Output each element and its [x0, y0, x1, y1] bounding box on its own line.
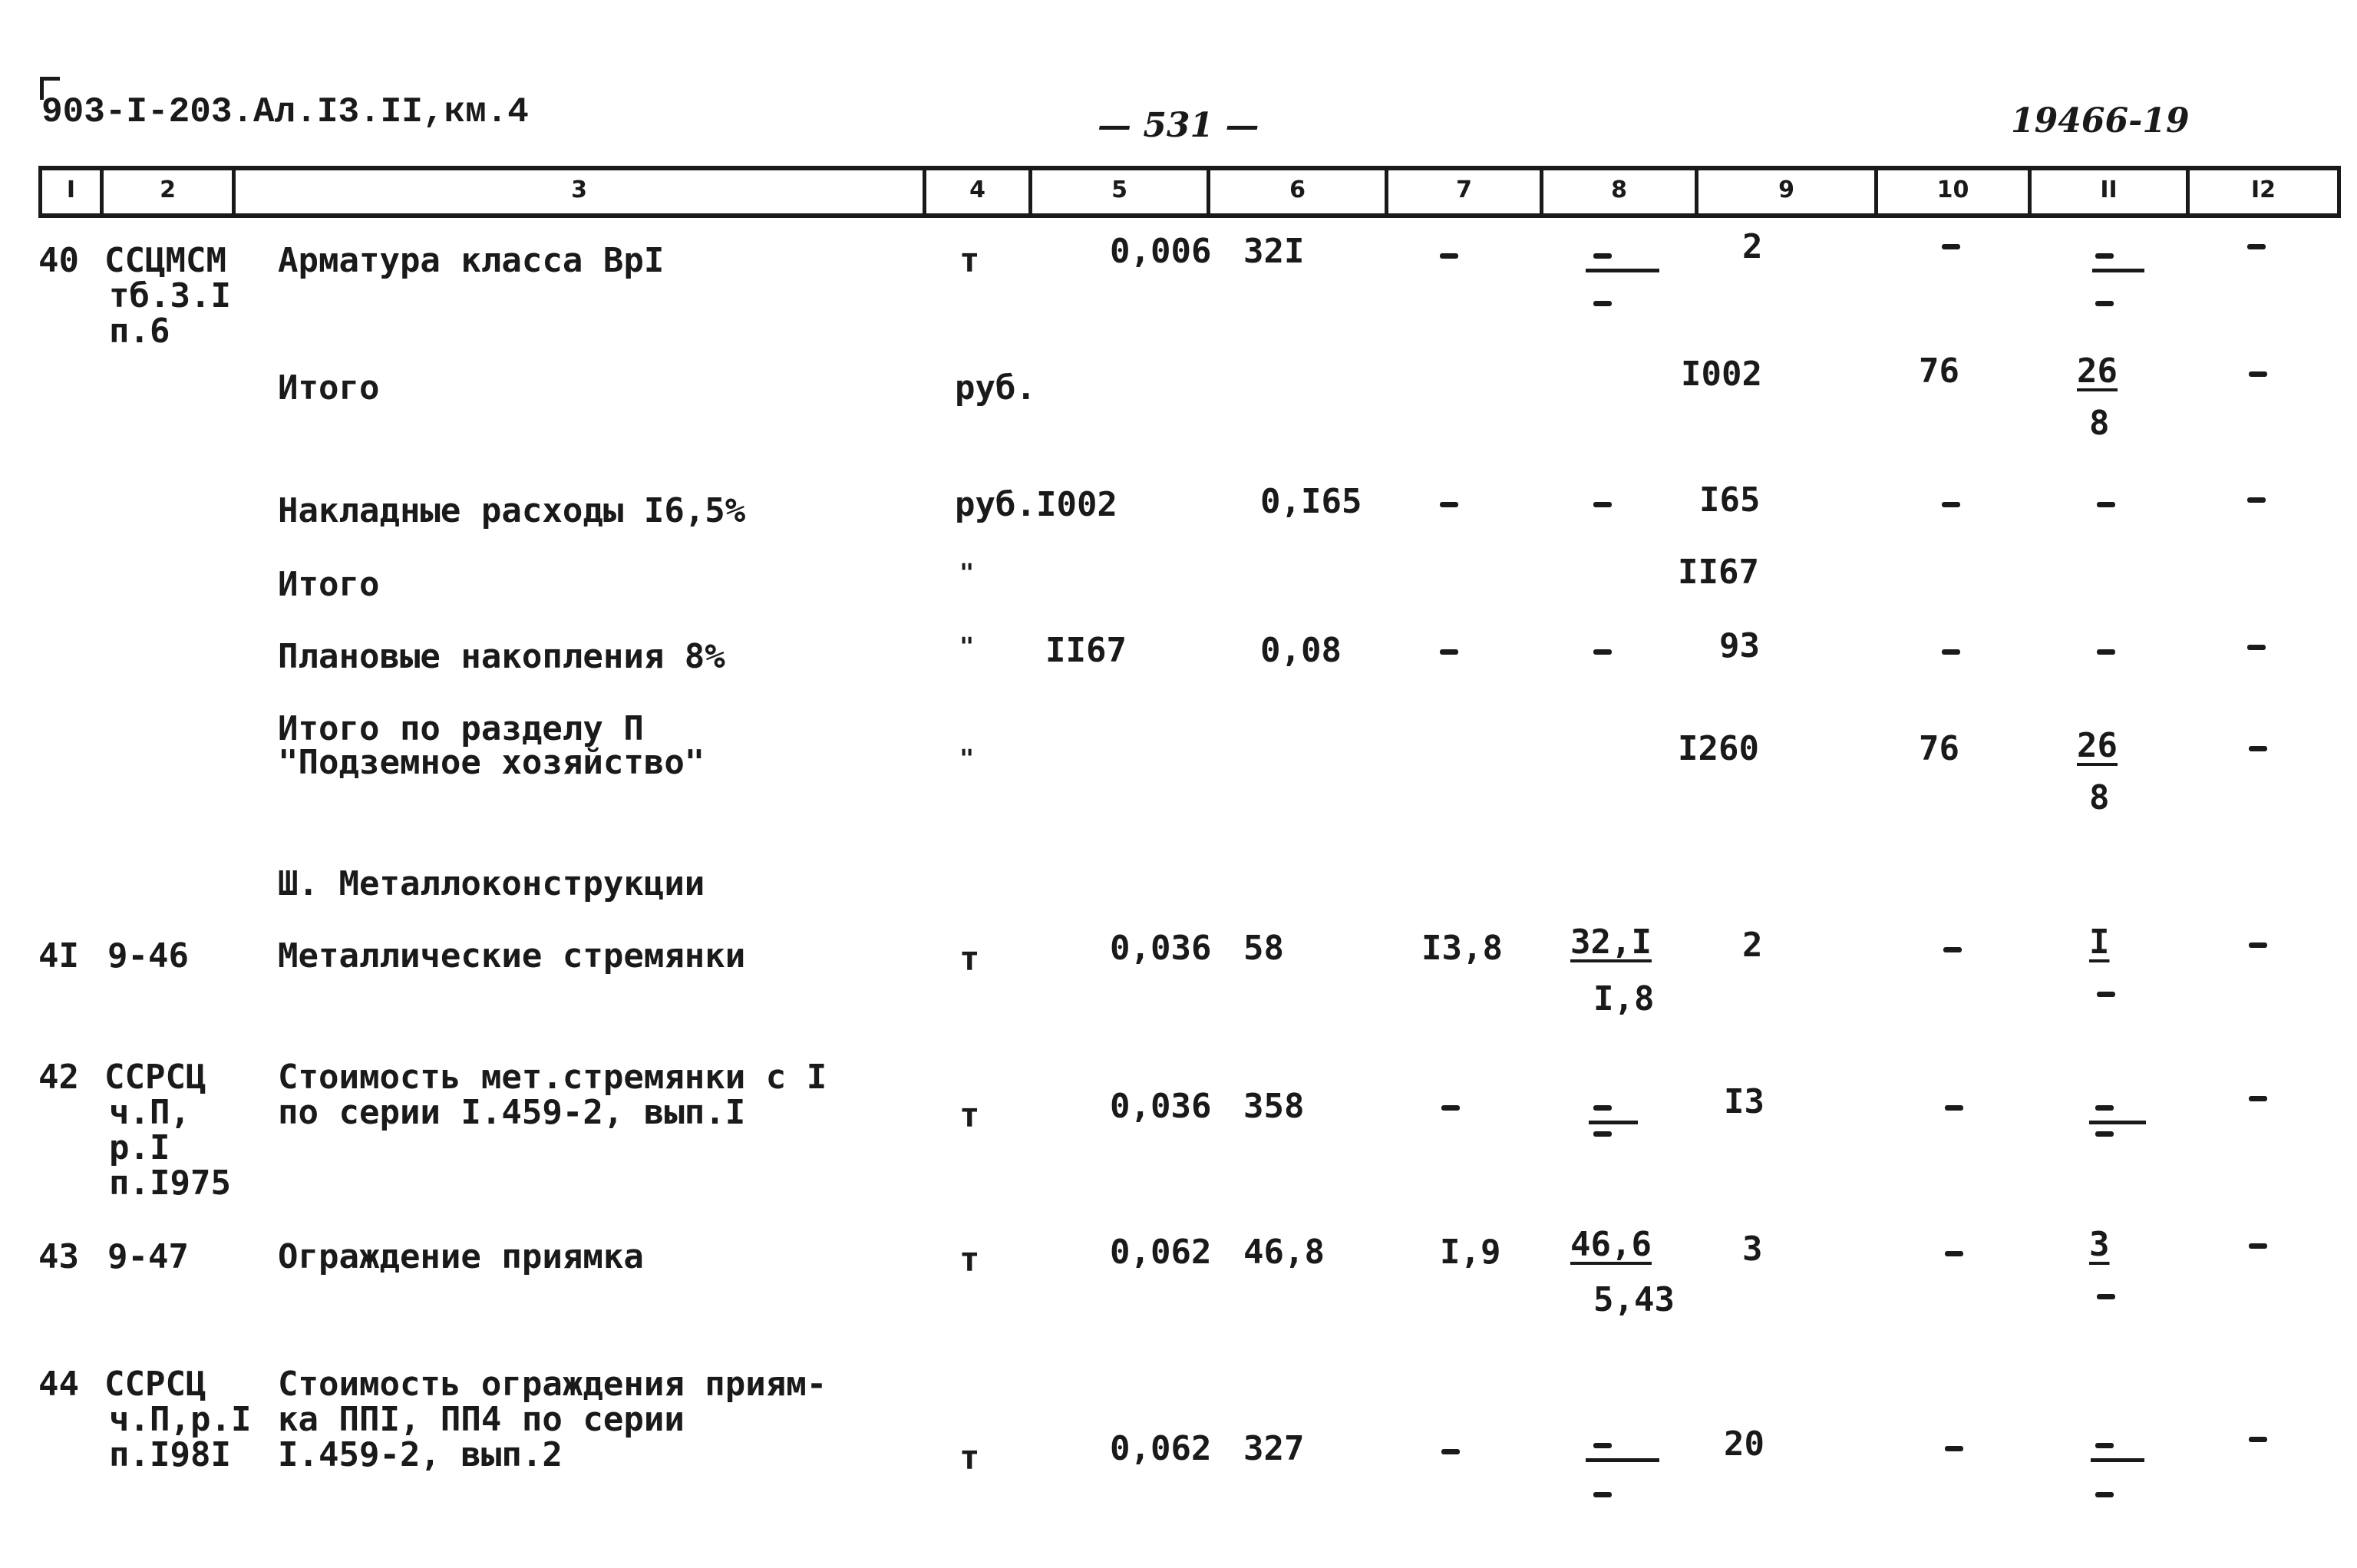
profit-col5: II67 [1045, 631, 1127, 670]
column-header-6: 6 [1207, 170, 1385, 215]
row-42-ref-line1: ССРСЦ [104, 1058, 206, 1097]
column-header-12: I2 [2186, 170, 2341, 215]
row-40-number: 40 [38, 241, 79, 280]
row-42-col11-dash-bot [2095, 1131, 2114, 1137]
row-40-ref-line2: тб.3.I [109, 276, 231, 315]
row-40-col10-dash [1942, 244, 1960, 249]
row-42-ref-line2: ч.П, [109, 1093, 190, 1132]
row-44-col7-dash [1441, 1449, 1460, 1454]
row-42-col6: 358 [1243, 1087, 1305, 1126]
subtotal-1-col9: I002 [1681, 355, 1762, 394]
column-header-10: 10 [1874, 170, 2028, 215]
overhead-unit: руб.I002 [955, 485, 1117, 524]
row-42-col12-dash [2249, 1096, 2267, 1101]
row-42-unit: т [959, 1096, 980, 1135]
row-41-col12-dash [2249, 942, 2267, 948]
row-43-col10-dash [1945, 1251, 1963, 1256]
subtotal-2-name: Итого [278, 565, 380, 604]
row-44-col8-rule [1586, 1458, 1659, 1462]
subtotal-1-col11-top: 26 [2077, 352, 2118, 391]
row-44-unit: т [959, 1438, 980, 1477]
column-header-9: 9 [1695, 170, 1874, 215]
row-40-col8-dash-bot [1593, 301, 1612, 306]
row-44-col8-dash-top [1593, 1443, 1612, 1448]
row-43-col12-dash [2249, 1243, 2267, 1249]
row-40-ref-line3: п.6 [109, 312, 170, 351]
row-41-name: Металлические стремянки [278, 936, 746, 975]
row-40-unit: т [959, 241, 980, 280]
section-total-col9: I260 [1678, 729, 1759, 768]
row-41-col6: 58 [1243, 929, 1284, 968]
section-total-unit: " [959, 744, 975, 773]
row-41-ref: 9-46 [107, 936, 189, 975]
row-41-col7: I3,8 [1421, 929, 1503, 968]
overhead-col10-dash [1942, 502, 1960, 507]
overhead-col8-dash [1593, 502, 1612, 507]
row-40-col11-rule [2092, 269, 2144, 272]
section-total-col11-top: 26 [2077, 726, 2118, 765]
row-43-col8-bottom: 5,43 [1593, 1280, 1675, 1319]
profit-col10-dash [1942, 649, 1960, 655]
row-42-col8-dash-top [1593, 1105, 1612, 1111]
section-3-title: Ш. Металлоконструкции [278, 864, 705, 903]
row-41-col8-top: 32,I [1570, 923, 1652, 962]
section-total-col10: 76 [1919, 729, 1959, 768]
column-header-7: 7 [1385, 170, 1540, 215]
row-44-number: 44 [38, 1365, 79, 1404]
profit-col8-dash [1593, 649, 1612, 655]
row-41-unit: т [959, 939, 980, 979]
section-total-name-line1: Итого по разделу П [278, 709, 644, 748]
section-total-col12-dash [2249, 746, 2267, 751]
row-44-col5: 0,062 [1110, 1429, 1212, 1468]
row-44-ref-line2: ч.П,р.I [109, 1400, 252, 1439]
column-header-5: 5 [1028, 170, 1207, 215]
row-43-col5: 0,062 [1110, 1233, 1212, 1272]
row-44-name-line3: I.459-2, вып.2 [278, 1435, 563, 1474]
section-total-col11-bottom: 8 [2089, 778, 2110, 817]
row-44-col9: 20 [1724, 1424, 1764, 1464]
subtotal-2-col9: II67 [1678, 553, 1759, 592]
row-42-ref-line4: п.I975 [109, 1164, 231, 1203]
row-43-number: 43 [38, 1237, 79, 1276]
row-40-col7-dash [1440, 253, 1458, 259]
subtotal-2-unit: " [959, 558, 975, 587]
row-43-ref: 9-47 [107, 1237, 189, 1276]
column-header-4: 4 [923, 170, 1028, 215]
subtotal-1-col11-bottom: 8 [2089, 404, 2110, 443]
row-41-col8-bottom: I,8 [1593, 979, 1655, 1018]
row-40-col12-dash [2247, 244, 2266, 249]
row-44-ref-line1: ССРСЦ [104, 1365, 206, 1404]
row-42-name-line2: по серии I.459-2, вып.I [278, 1093, 746, 1132]
column-header-8: 8 [1540, 170, 1695, 215]
overhead-col11-dash [2097, 502, 2115, 507]
row-42-col8-rule [1589, 1121, 1638, 1124]
overhead-col12-dash [2247, 497, 2266, 503]
row-44-col8-dash-bot [1593, 1492, 1612, 1497]
overhead-col9: I65 [1699, 480, 1761, 520]
document-code: 903-I-203.Ал.I3.II,км.4 [41, 92, 529, 132]
row-44-col11-dash-top [2095, 1443, 2114, 1448]
profit-col7-dash [1440, 649, 1458, 655]
profit-col6: 0,08 [1260, 631, 1342, 670]
row-40-col5: 0,006 [1110, 232, 1212, 271]
row-40-col11-dash-bot [2095, 301, 2114, 306]
column-header-1: I [38, 170, 100, 215]
row-40-name: Арматура класса ВрI [278, 241, 665, 280]
row-44-name-line1: Стоимость ограждения приям- [278, 1365, 827, 1404]
row-42-col7-dash [1441, 1105, 1460, 1111]
row-43-col11-top: 3 [2089, 1225, 2110, 1264]
row-44-col11-rule [2091, 1458, 2144, 1462]
profit-col9: 93 [1719, 626, 1760, 665]
row-44-col11-dash-bot [2095, 1492, 2114, 1497]
row-41-col10-dash [1943, 947, 1962, 952]
row-40-col11-dash-top [2095, 253, 2114, 259]
row-40-col6: 32I [1243, 232, 1305, 271]
column-header-2: 2 [100, 170, 232, 215]
row-41-col5: 0,036 [1110, 929, 1212, 968]
row-44-col12-dash [2249, 1437, 2267, 1442]
row-43-col8-top: 46,6 [1570, 1225, 1652, 1264]
row-43-col11-dash-bot [2097, 1294, 2115, 1299]
row-42-ref-line3: р.I [109, 1128, 170, 1167]
row-40-col9: 2 [1742, 227, 1763, 266]
row-42-col5: 0,036 [1110, 1087, 1212, 1126]
row-41-number: 4I [38, 936, 79, 975]
row-41-col11-top: I [2089, 923, 2110, 962]
profit-unit: " [959, 632, 975, 661]
page-number: — 531 — [1098, 106, 1259, 145]
row-44-col6: 327 [1243, 1429, 1305, 1468]
row-42-number: 42 [38, 1058, 79, 1097]
row-42-col11-rule [2089, 1121, 2146, 1124]
section-total-name-line2: "Подземное хозяйство" [278, 743, 705, 782]
subtotal-1-unit: руб. [955, 368, 1036, 408]
row-42-col11-dash-top [2095, 1105, 2114, 1111]
overhead-col6: 0,I65 [1260, 482, 1362, 521]
profit-name: Плановые накопления 8% [278, 637, 725, 676]
column-header-11: II [2028, 170, 2186, 215]
row-43-name: Ограждение приямка [278, 1237, 644, 1276]
row-42-col9: I3 [1724, 1082, 1764, 1121]
row-43-col6: 46,8 [1243, 1233, 1325, 1272]
row-44-ref-line3: п.I98I [109, 1435, 231, 1474]
row-40-ref-line1: ССЦМСМ [104, 241, 226, 280]
profit-col12-dash [2247, 645, 2266, 650]
subtotal-1-col12-dash [2249, 371, 2267, 377]
row-44-col10-dash [1945, 1446, 1963, 1451]
column-header-3: 3 [232, 170, 923, 215]
overhead-col7-dash [1440, 502, 1458, 507]
row-42-col10-dash [1945, 1105, 1963, 1111]
subtotal-1-name: Итого [278, 368, 380, 408]
row-43-col9: 3 [1742, 1230, 1763, 1269]
profit-col11-dash [2097, 649, 2115, 655]
row-43-unit: т [959, 1240, 980, 1279]
document-number: 19466-19 [2011, 101, 2190, 140]
subtotal-1-col10: 76 [1919, 352, 1959, 391]
row-42-name-line1: Стоимость мет.стремянки с I [278, 1058, 827, 1097]
row-41-col9: 2 [1742, 926, 1763, 965]
row-40-col8-dash-top [1593, 253, 1612, 259]
overhead-name: Накладные расходы I6,5% [278, 491, 746, 530]
row-44-name-line2: ка ППI, ПП4 по серии [278, 1400, 685, 1439]
row-42-col8-dash-bot [1593, 1131, 1612, 1137]
row-41-col11-dash-bot [2097, 992, 2115, 997]
row-43-col7: I,9 [1440, 1233, 1501, 1272]
row-40-col8-rule [1586, 269, 1659, 272]
